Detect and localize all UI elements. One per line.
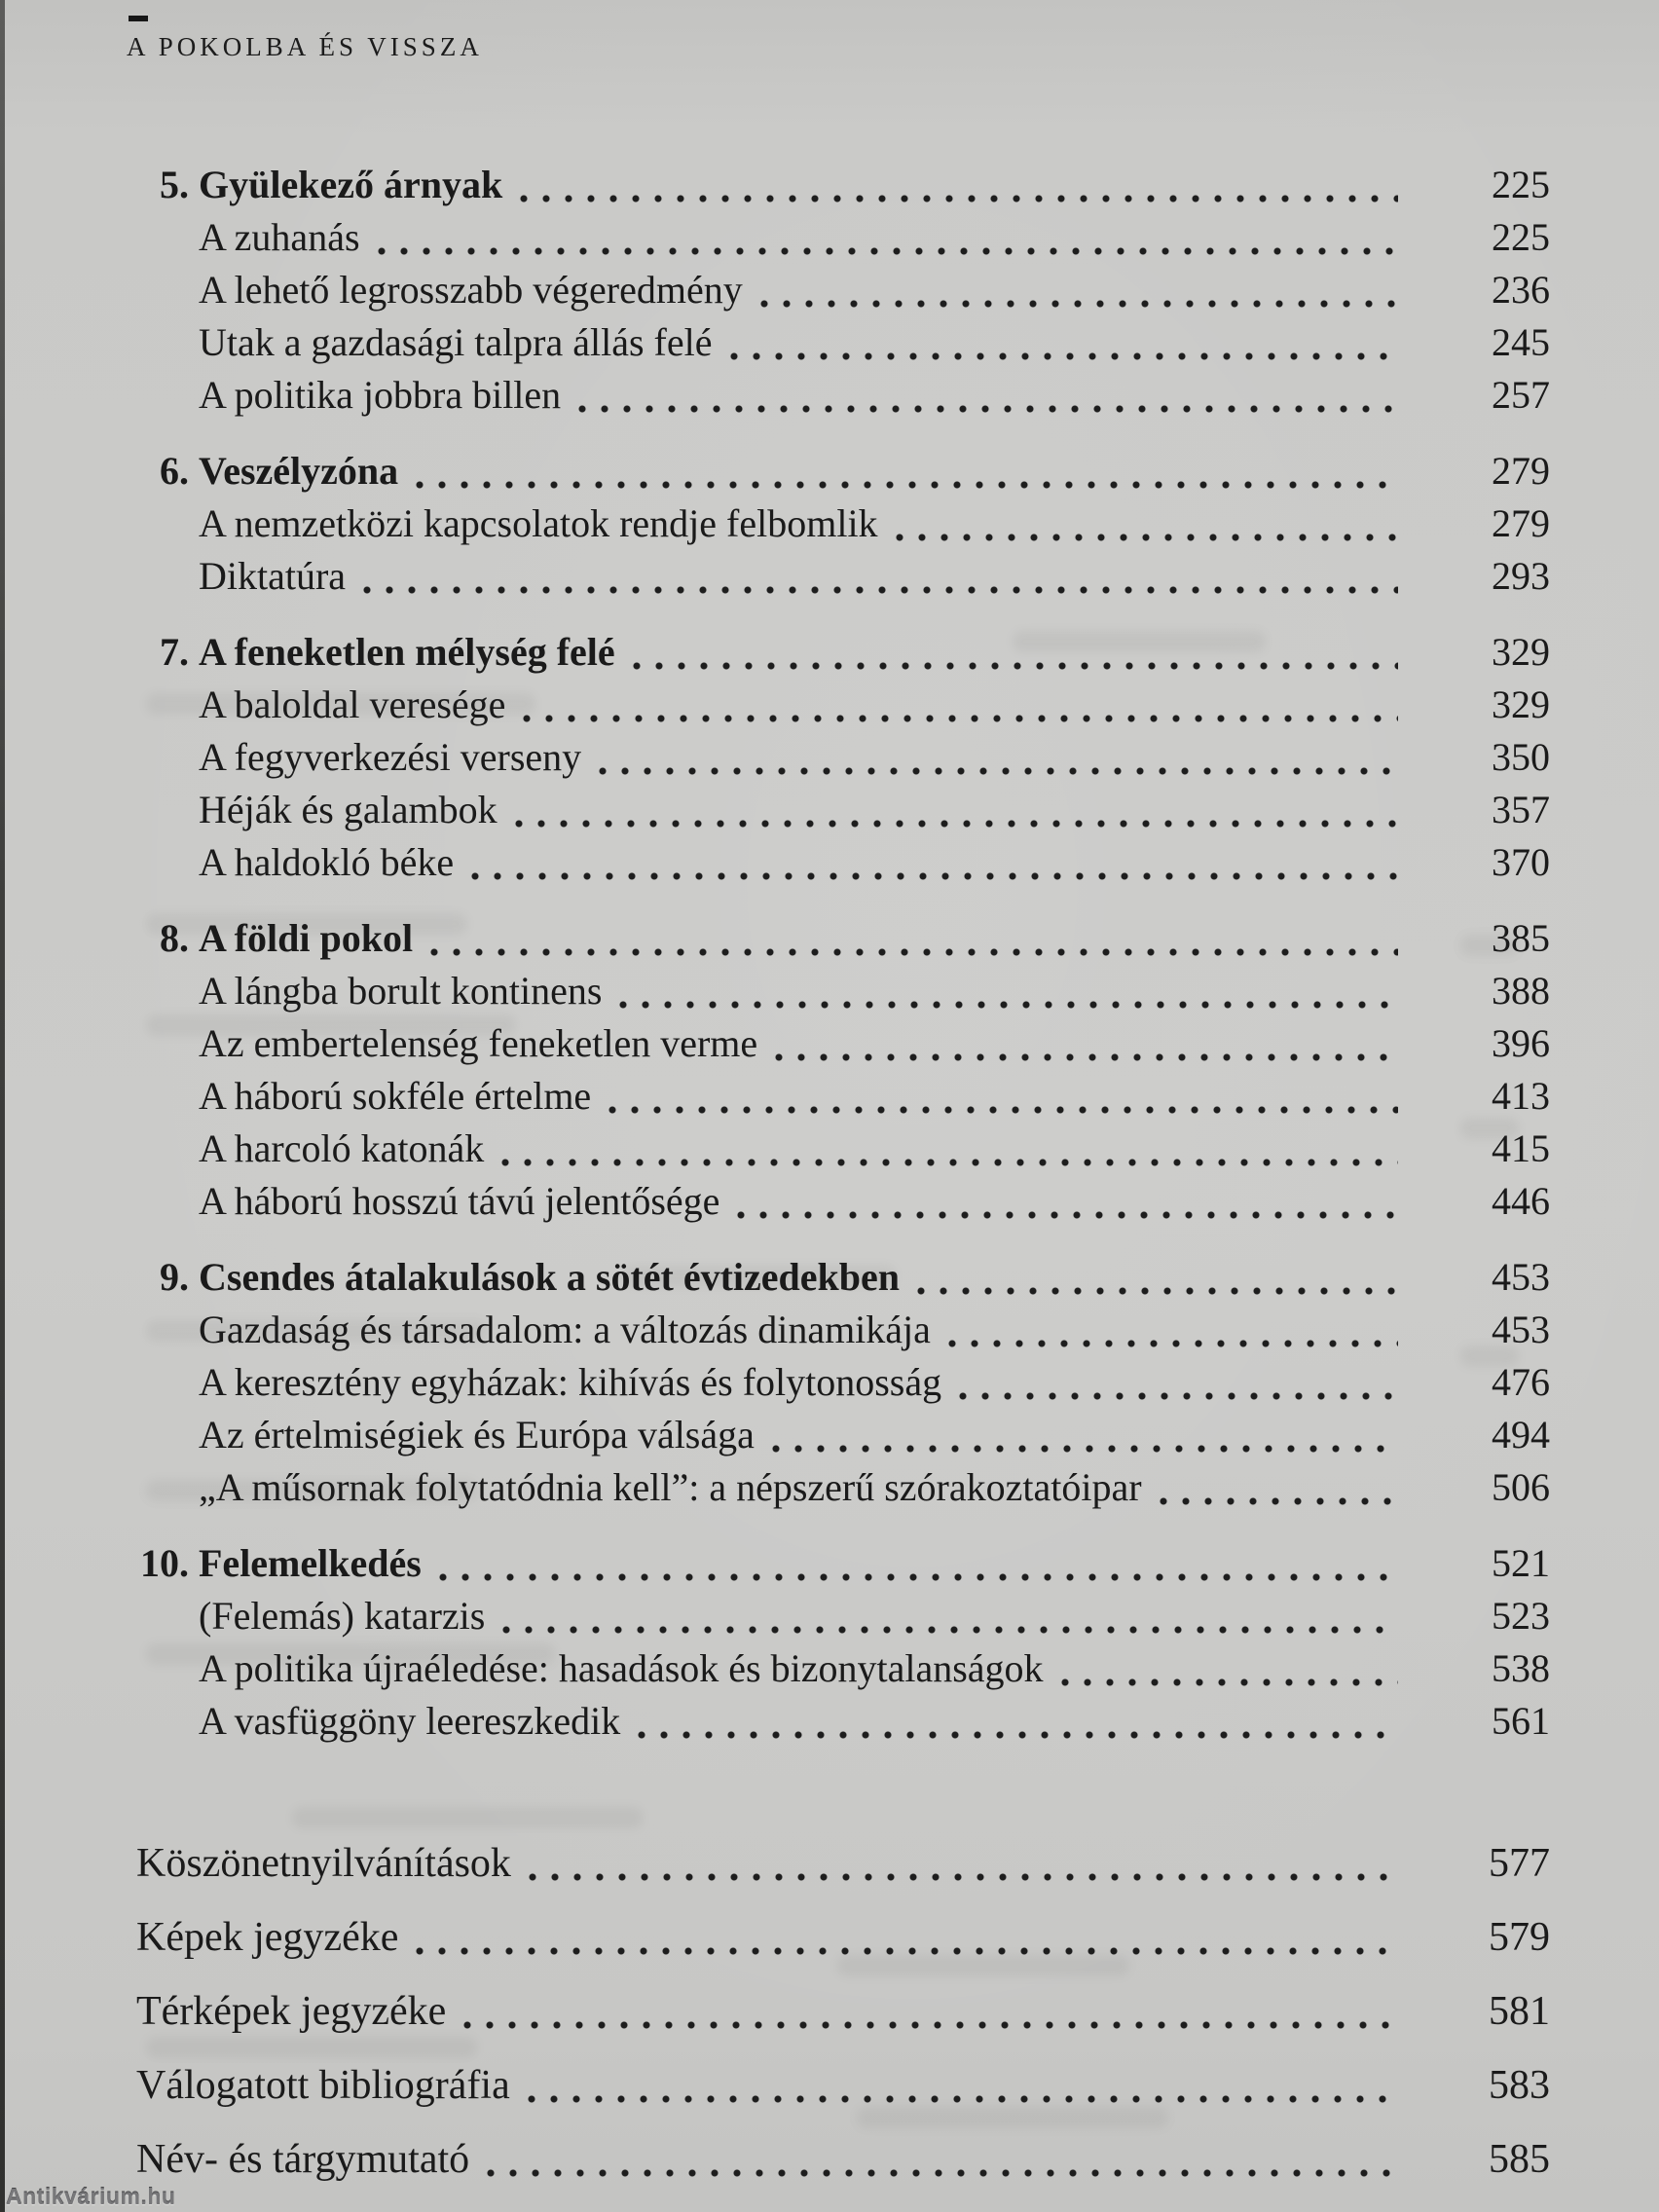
dotted-leader xyxy=(523,715,1398,722)
entry-title: Az embertelenség feneketlen verme xyxy=(199,1021,758,1065)
page-number: 494 xyxy=(1492,1413,1550,1456)
dotted-leader xyxy=(772,1445,1398,1453)
subentry-row xyxy=(136,731,1550,784)
chapter-number xyxy=(136,1070,199,1123)
page-number: 413 xyxy=(1492,1074,1550,1118)
chapter-number: 8. xyxy=(160,916,189,960)
subentry-row xyxy=(136,1409,1550,1461)
dotted-leader xyxy=(633,662,1398,670)
chapter-number: 10. xyxy=(140,1541,189,1585)
dotted-leader xyxy=(378,247,1398,255)
page-number: 577 xyxy=(1489,1841,1550,1886)
entry-title: (Felemás) katarzis xyxy=(199,1594,486,1638)
entry-title: Felemelkedés xyxy=(199,1541,422,1585)
back-row xyxy=(136,2059,1550,2112)
chapter-number xyxy=(136,1356,199,1409)
page-number: 279 xyxy=(1492,449,1550,493)
page-header xyxy=(127,16,1550,63)
entry-title: Héják és galambok xyxy=(199,788,498,831)
dotted-leader xyxy=(471,872,1398,880)
back-row xyxy=(136,1837,1550,1890)
subentry-row xyxy=(136,1356,1550,1409)
chapter-row xyxy=(136,159,1550,211)
chapter-number xyxy=(136,498,199,550)
chapter-number xyxy=(136,1695,199,1748)
entry-title: A nemzetközi kapcsolatok rendje felbomlik xyxy=(199,501,878,545)
page-number: 585 xyxy=(1489,2137,1550,2182)
entry-title: Csendes átalakulások a sötét évtizedekben xyxy=(199,1255,901,1299)
table-of-contents xyxy=(136,159,1550,1748)
subentry-row xyxy=(136,836,1550,889)
page-number: 396 xyxy=(1492,1021,1550,1065)
dotted-leader xyxy=(363,586,1398,594)
entry-title: A politika jobbra billen xyxy=(199,373,562,417)
back-row xyxy=(136,1911,1550,1964)
chapter-number xyxy=(136,1409,199,1461)
dotted-leader xyxy=(463,2021,1398,2029)
page-number: 245 xyxy=(1492,320,1550,364)
page-number: 293 xyxy=(1492,554,1550,598)
chapter-number xyxy=(136,211,199,264)
subentry-row xyxy=(136,1461,1550,1514)
antikvarium-watermark: Antikvárium.hu xyxy=(6,2184,176,2209)
page-number: 236 xyxy=(1492,268,1550,312)
dotted-leader xyxy=(430,948,1398,956)
page-number: 329 xyxy=(1492,682,1550,726)
subentry-row xyxy=(136,316,1550,369)
page-number: 453 xyxy=(1492,1255,1550,1299)
dotted-leader xyxy=(760,300,1398,308)
page-number: 370 xyxy=(1492,840,1550,884)
subentry-row xyxy=(136,784,1550,836)
entry-title: Képek jegyzéke xyxy=(136,1915,399,1960)
back-row xyxy=(136,2133,1550,2186)
chapter-number: 6. xyxy=(160,449,189,493)
page-number: 329 xyxy=(1492,630,1550,674)
dotted-leader xyxy=(515,820,1398,828)
subentry-row xyxy=(136,211,1550,264)
subentry-row xyxy=(136,1175,1550,1228)
chapter-number xyxy=(136,316,199,369)
chapter-number xyxy=(136,784,199,836)
chapter-number xyxy=(136,1461,199,1514)
page-number: 521 xyxy=(1492,1541,1550,1585)
subentry-row xyxy=(136,550,1550,603)
dotted-leader xyxy=(737,1211,1398,1219)
entry-title: A keresztény egyházak: kihívás és folytonosság xyxy=(199,1360,942,1404)
dotted-leader xyxy=(730,352,1399,360)
entry-title: A vasfüggöny leereszkedik xyxy=(199,1699,621,1743)
subentry-row xyxy=(136,1304,1550,1356)
entry-title: A baloldal veresége xyxy=(199,682,506,726)
dotted-leader xyxy=(917,1287,1398,1295)
dotted-leader xyxy=(578,405,1398,413)
entry-title: A háború sokféle értelme xyxy=(199,1074,592,1118)
dotted-leader xyxy=(1160,1497,1398,1505)
page-number: 446 xyxy=(1492,1179,1550,1223)
chapter-row xyxy=(136,912,1550,965)
page-number: 579 xyxy=(1489,1915,1550,1960)
chapter-row xyxy=(136,626,1550,679)
entry-title: A haldokló béke xyxy=(199,840,455,884)
entry-title: Gyülekező árnyak xyxy=(199,163,503,206)
subentry-row xyxy=(136,679,1550,731)
dotted-leader xyxy=(619,1001,1398,1009)
chapter-number xyxy=(136,1590,199,1642)
page-number: 523 xyxy=(1492,1594,1550,1638)
dotted-leader xyxy=(528,2095,1398,2103)
page-number: 538 xyxy=(1492,1646,1550,1690)
dotted-leader xyxy=(487,2169,1398,2177)
entry-title: Az értelmiségiek és Európa válsága xyxy=(199,1413,755,1456)
page-number: 357 xyxy=(1492,788,1550,831)
entry-title: „A műsornak folytatódnia kell”: a népszerű szórakoztatóipar xyxy=(199,1465,1142,1509)
dotted-leader xyxy=(502,1626,1398,1634)
entry-title: A háború hosszú távú jelentősége xyxy=(199,1179,720,1223)
dotted-leader xyxy=(439,1573,1398,1581)
back-matter-list xyxy=(136,1837,1550,2186)
chapter-number: 5. xyxy=(160,163,189,206)
dotted-leader xyxy=(416,481,1398,489)
entry-title: A politika újraéledése: hasadások és bizonytalanságok xyxy=(199,1646,1044,1690)
chapter-number xyxy=(136,965,199,1017)
entry-title: Gazdaság és társadalom: a változás dinamikája xyxy=(199,1308,931,1351)
subentry-row xyxy=(136,369,1550,422)
chapter-number xyxy=(136,1304,199,1356)
dotted-leader xyxy=(638,1731,1398,1739)
dotted-leader xyxy=(529,1873,1398,1881)
dotted-leader xyxy=(501,1159,1398,1166)
subentry-row xyxy=(136,1695,1550,1748)
chapter-number xyxy=(136,550,199,603)
dotted-leader xyxy=(775,1053,1398,1061)
chapter-row xyxy=(136,1537,1550,1590)
chapter-number: 9. xyxy=(160,1255,189,1299)
page-number: 415 xyxy=(1492,1126,1550,1170)
dotted-leader xyxy=(959,1392,1398,1400)
entry-title: Válogatott bibliográfia xyxy=(136,2063,510,2108)
entry-title: A lehető legrosszabb végeredmény xyxy=(199,268,743,312)
page-number: 506 xyxy=(1492,1465,1550,1509)
page-number: 453 xyxy=(1492,1308,1550,1351)
page-number: 225 xyxy=(1492,163,1550,206)
entry-title: Köszönetnyilvánítások xyxy=(136,1841,511,1886)
page-number: 583 xyxy=(1489,2063,1550,2108)
chapter-number xyxy=(136,836,199,889)
chapter-row xyxy=(136,445,1550,498)
entry-title: A harcoló katonák xyxy=(199,1126,485,1170)
chapter-number xyxy=(136,1017,199,1070)
entry-title: A lángba borult kontinens xyxy=(199,969,603,1013)
dotted-leader xyxy=(608,1106,1398,1114)
entry-title: A zuhanás xyxy=(199,215,360,259)
page-number: 581 xyxy=(1489,1989,1550,2034)
entry-title: Utak a gazdasági talpra állás felé xyxy=(199,320,713,364)
dotted-leader xyxy=(1061,1678,1398,1686)
dotted-leader xyxy=(948,1340,1398,1347)
dotted-leader xyxy=(896,534,1398,541)
page-number: 225 xyxy=(1492,215,1550,259)
entry-title: Diktatúra xyxy=(199,554,347,598)
entry-title: Veszélyzóna xyxy=(199,449,399,493)
chapter-number: 7. xyxy=(160,630,189,674)
entry-title: A fegyverkezési verseny xyxy=(199,735,582,779)
page-number: 385 xyxy=(1492,916,1550,960)
running-title: A POKOLBA ÉS VISSZA xyxy=(127,32,483,61)
dotted-leader xyxy=(416,1947,1398,1955)
entry-title: Térképek jegyzéke xyxy=(136,1989,447,2034)
chapter-number xyxy=(136,679,199,731)
chapter-number xyxy=(136,1123,199,1175)
chapter-number xyxy=(136,731,199,784)
subentry-row xyxy=(136,264,1550,316)
chapter-number xyxy=(136,369,199,422)
chapter-number xyxy=(136,1175,199,1228)
subentry-row xyxy=(136,1123,1550,1175)
chapter-number xyxy=(136,1642,199,1695)
subentry-row xyxy=(136,1070,1550,1123)
entry-title: A feneketlen mélység felé xyxy=(199,630,615,674)
dotted-leader xyxy=(599,767,1398,775)
subentry-row xyxy=(136,1590,1550,1642)
dash-mark xyxy=(129,16,148,21)
back-row xyxy=(136,1985,1550,2038)
page-number: 279 xyxy=(1492,501,1550,545)
entry-title: A földi pokol xyxy=(199,916,414,960)
chapter-number xyxy=(136,264,199,316)
page-number: 350 xyxy=(1492,735,1550,779)
page-number: 257 xyxy=(1492,373,1550,417)
page-number: 561 xyxy=(1492,1699,1550,1743)
subentry-row xyxy=(136,965,1550,1017)
page-number: 388 xyxy=(1492,969,1550,1013)
dotted-leader xyxy=(520,195,1398,203)
page-number: 476 xyxy=(1492,1360,1550,1404)
subentry-row xyxy=(136,1642,1550,1695)
entry-title: Név- és tárgymutató xyxy=(136,2137,470,2182)
chapter-row xyxy=(136,1251,1550,1304)
subentry-row xyxy=(136,1017,1550,1070)
subentry-row xyxy=(136,498,1550,550)
